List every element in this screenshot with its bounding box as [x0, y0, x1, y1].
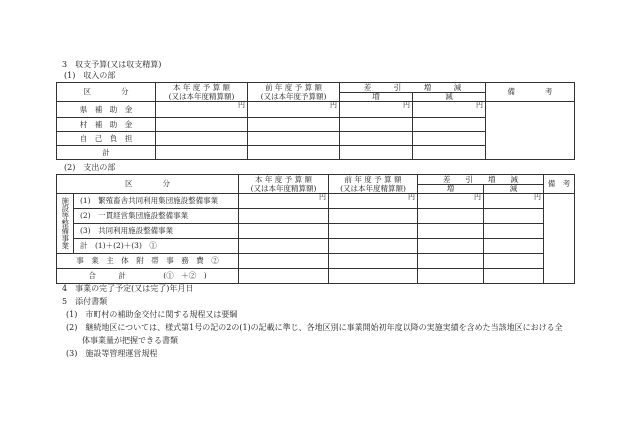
income-remarks-cell — [486, 102, 575, 160]
income-header-decrease: 減 — [413, 93, 486, 102]
expense-header-current: 本 年 度 予 算 額 (又は本年度精算額) — [239, 175, 329, 194]
expense-header-remarks: 備 考 — [544, 175, 575, 194]
expense-group-label: 施設等整備事業 — [57, 194, 74, 254]
yen-unit: 円 — [484, 194, 544, 209]
yen-unit: 円 — [248, 102, 340, 118]
attachment-item: (1) 市町村の補助金交付に関する規程又は要綱 — [66, 310, 238, 319]
expense-row-label: 計 (1)＋(2)＋(3) ① — [74, 239, 239, 254]
yen-unit: 円 — [340, 102, 413, 118]
income-header-category: 区 分 — [57, 83, 156, 102]
income-header-increase: 増 — [340, 93, 413, 102]
income-title: (1) 収入の部 — [64, 71, 116, 80]
expense-header-diff: 差 引 増 減 — [418, 175, 544, 185]
income-row-label: 自 己 負 担 — [57, 132, 156, 146]
expense-header-decrease: 減 — [484, 185, 544, 194]
expense-remarks-cell — [544, 194, 575, 284]
expense-row-label: (3) 共同利用施設整備事業 — [74, 224, 239, 239]
section3-title: 3 収支予算(又は収支精算) — [62, 60, 162, 69]
yen-unit: 円 — [413, 102, 486, 118]
yen-unit: 円 — [329, 194, 418, 209]
expense-row-label: (2) 一貫経営集団施設整備事業 — [74, 209, 239, 224]
income-header-remarks: 備 考 — [486, 83, 575, 102]
expense-header-category: 区 分 — [57, 175, 239, 194]
income-table — [56, 82, 575, 160]
section5-title: 5 添付書類 — [62, 297, 108, 306]
yen-unit: 円 — [239, 194, 329, 209]
income-row-label: 村 補 助 金 — [57, 118, 156, 132]
expense-table — [56, 174, 575, 284]
income-header-diff: 差 引 増 減 — [340, 83, 486, 93]
income-row-label: 県 補 助 金 — [57, 102, 156, 118]
yen-unit: 円 — [418, 194, 484, 209]
income-header-current: 本 年 度 予 算 額 (又は本年度精算額) — [156, 83, 248, 102]
attachment-item-continuation: 体事業量が把握できる書類 — [82, 336, 178, 345]
expense-row-label: (1) 繁殖畜舎共同利用集団施設整備事業 — [74, 194, 239, 209]
income-row-label: 計 — [57, 146, 156, 160]
attachment-item: (2) 継続地区については、様式第1号の記の2の(1)の記載に準じ、各地区別に事業開始初年度以降の実施実績を含めた当該地区における全 — [66, 323, 563, 332]
expense-title: (2) 支出の部 — [64, 163, 116, 172]
income-header-previous: 前 年 度 予 算 額 (又は本年度予算額) — [248, 83, 340, 102]
section4-title: 4 事業の完了予定(又は完了)年月日 — [62, 284, 194, 293]
yen-unit: 円 — [156, 102, 248, 118]
expense-total-row: 合 計 (① ＋② ) — [57, 269, 239, 284]
expense-header-previous: 前 年 度 予 算 額 (又は本年度精算額) — [329, 175, 418, 194]
attachment-item: (3) 施設等管理運営規程 — [66, 349, 158, 358]
expense-admin-row: 事 業 主 体 附 帯 事 務 費 ② — [57, 254, 239, 269]
expense-header-increase: 増 — [418, 185, 484, 194]
